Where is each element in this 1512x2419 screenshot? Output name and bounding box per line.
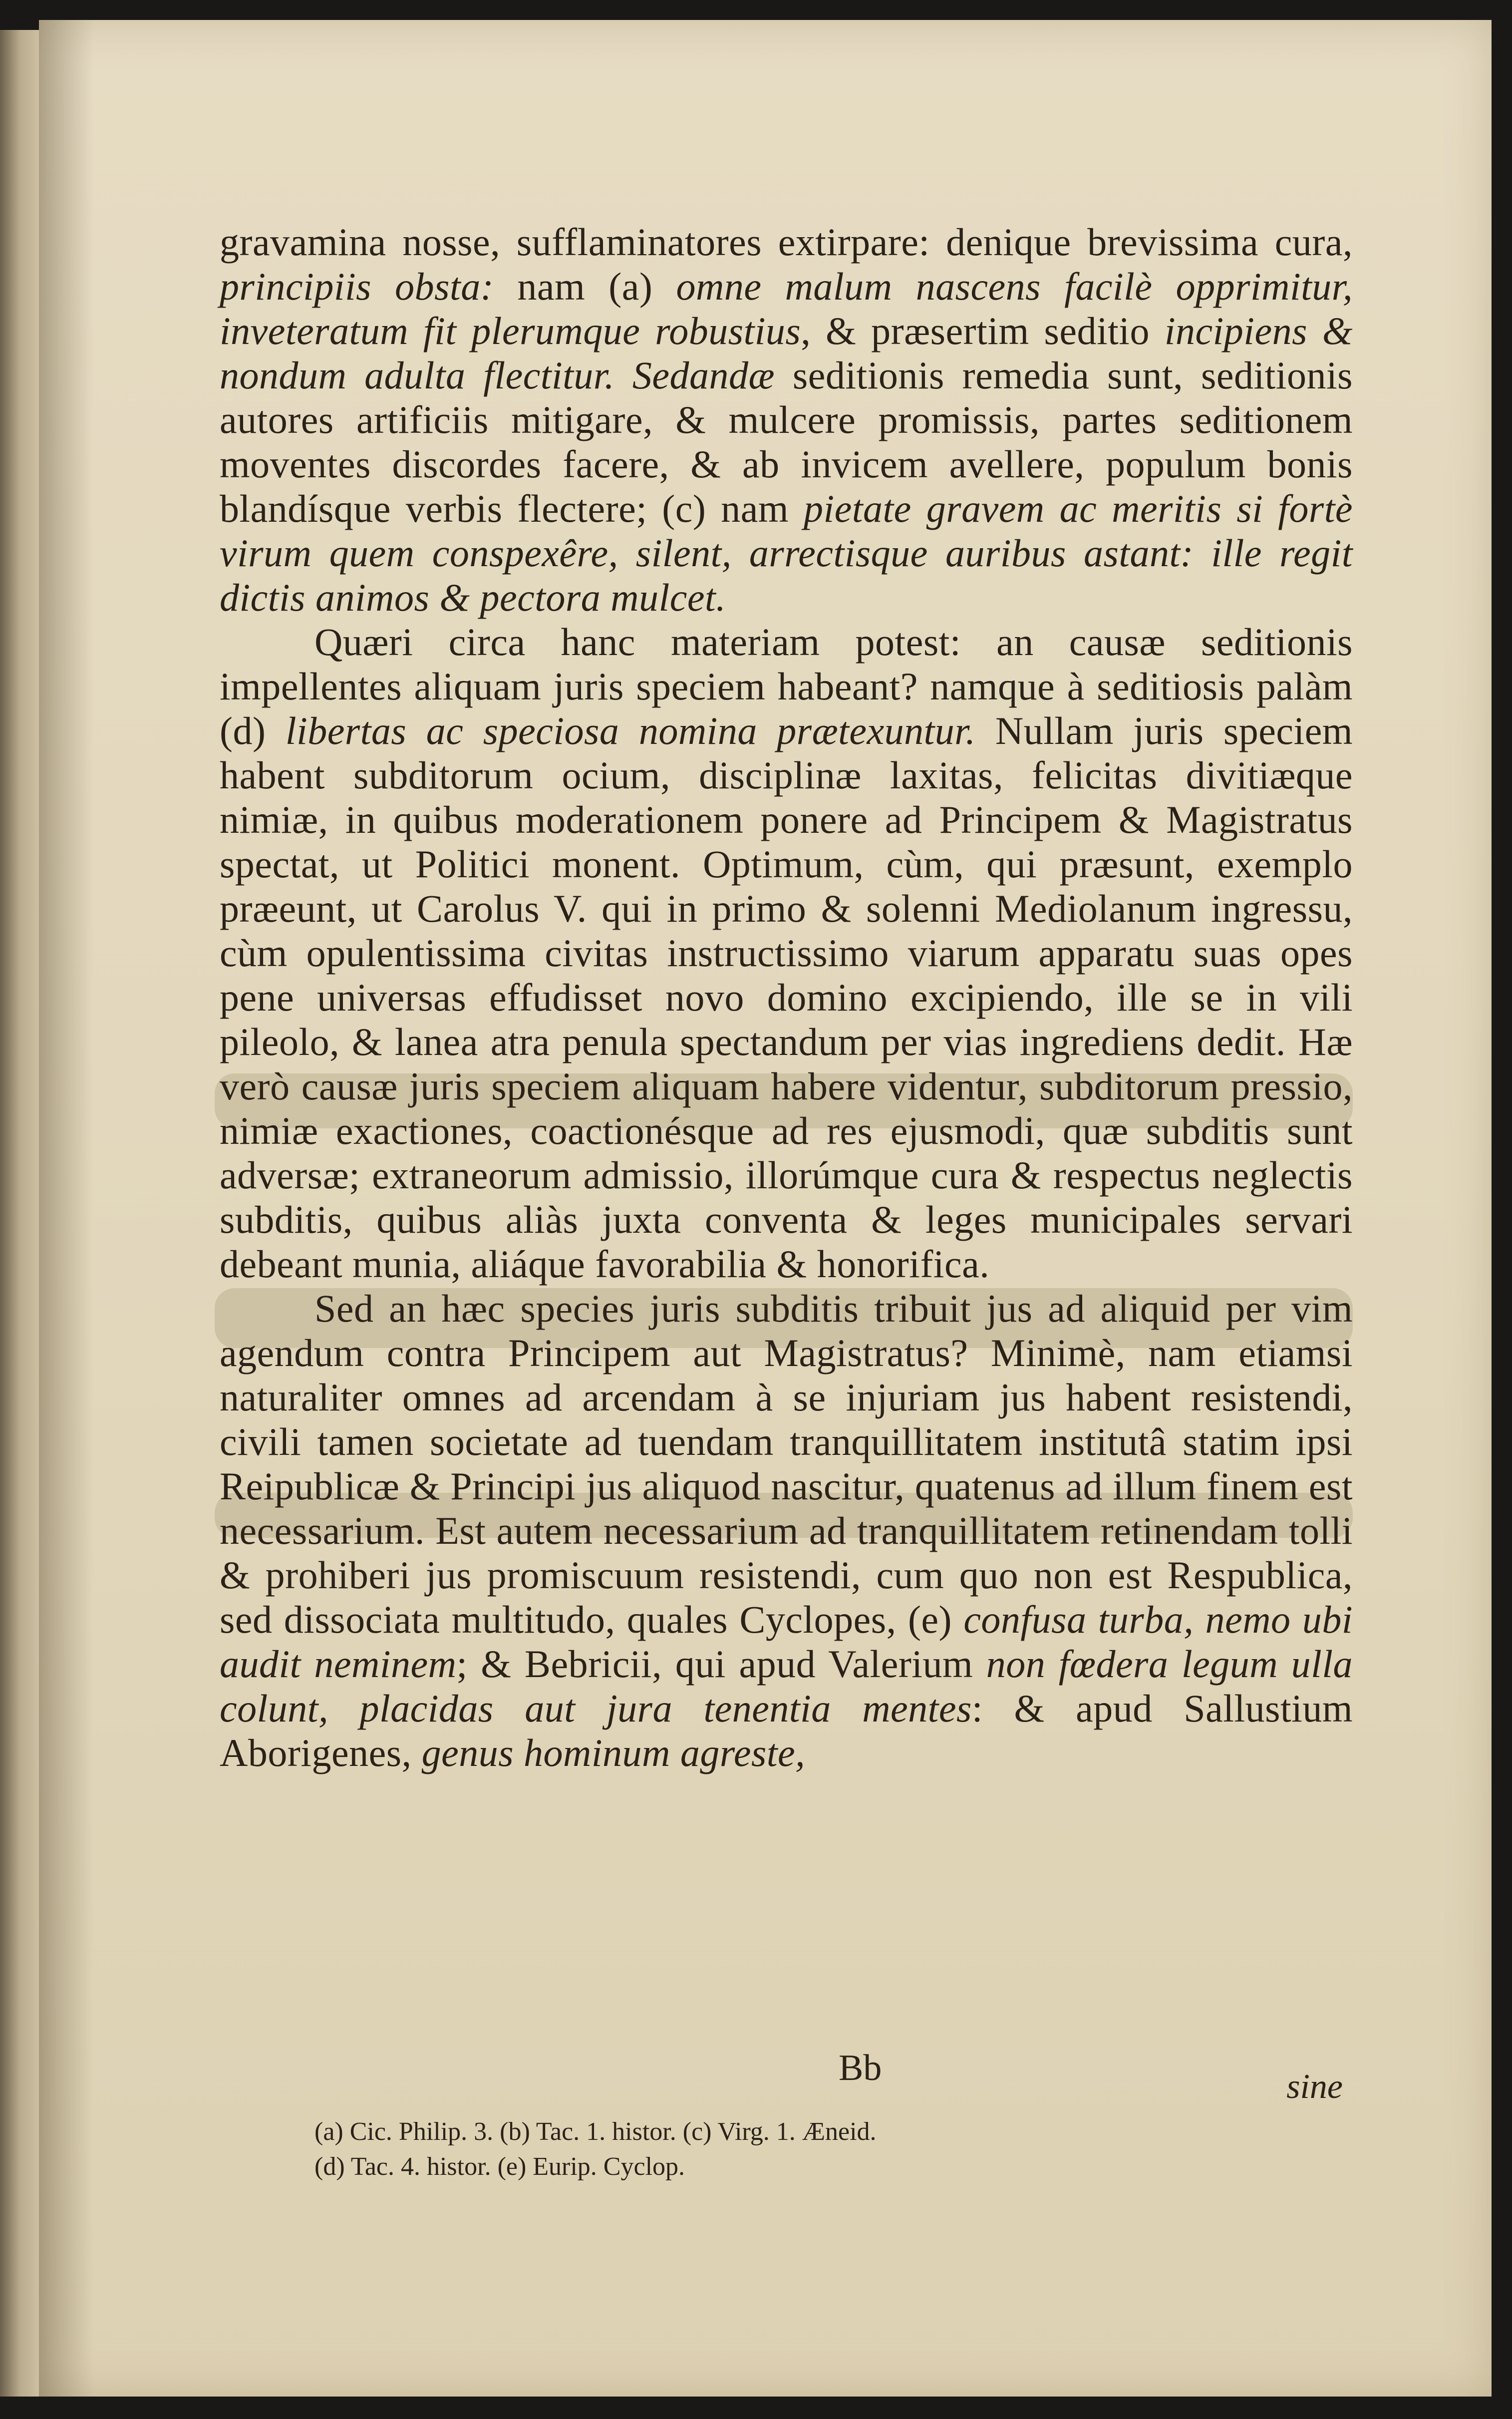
catchword: sine xyxy=(1286,2068,1343,2106)
text-run: seditionis remedia sunt, seditionis autores artificiis mitigare, & mulcere promissis, partes seditionem moventes discordes facere, & ab invicem avellere, populum bonis blandísque verbis flectere; (c) nam xyxy=(220,353,1353,530)
text-run: gravamina nosse, sufflaminatores extirpare: denique brevissima cura, xyxy=(220,220,1353,264)
text-run: : & apud Sallustium Aborigenes, xyxy=(220,1687,1353,1774)
text-run: nam (a) xyxy=(494,265,676,308)
italic-run: incipiens & nondum adulta flectitur. Sedandæ xyxy=(220,309,1353,397)
italic-run: pietate gravem ac meritis si fortè virum quem conspexêre, silent, arrectisque auribus astant: ille regit dictis animos & pectora mulcet. xyxy=(220,487,1353,619)
text-run: ; & Bebricii, qui apud Valerium xyxy=(456,1642,986,1686)
italic-run: genus hominum agreste, xyxy=(421,1731,806,1774)
italic-run: omne malum nascens facilè opprimitur, inveteratum fit plerumque robustius xyxy=(220,265,1353,352)
main-text xyxy=(220,220,1353,1775)
text-run: Quæri circa hanc materiam potest: an causæ seditionis impellentes aliquam juris speciem habeant? namque à seditiosis palàm (d) xyxy=(220,620,1353,752)
italic-run: principiis obsta: xyxy=(220,265,494,308)
text-run: Sed an hæc species juris subditis tribuit jus ad aliquid per vim agendum contra Principem aut Magistratus? Minimè, nam etiamsi naturaliter omnes ad arcendam à se injuriam jus habent resistendi, civili tamen societate ad tuendam tranquillitatem institutâ statim ipsi Reipublicæ & Principi jus aliquod nascitur, quatenus ad illum finem est necessarium. Est autem necessarium ad tranquillitatem retinendam tolli & prohiberi jus promiscuum resistendi, cum quo non est Respublica, sed dissociata multitudo, quales Cyclopes, (e) xyxy=(220,1287,1353,1641)
paragraph xyxy=(220,220,1353,620)
signature-mark: Bb xyxy=(839,2048,882,2088)
footnotes xyxy=(314,2114,1063,2184)
page-foot xyxy=(220,2047,1353,2107)
paragraph xyxy=(220,620,1353,1286)
gutter-shadow xyxy=(39,20,94,2397)
italic-run: confusa turba, nemo ubi audit neminem xyxy=(220,1598,1353,1686)
text-run: Nullam juris speciem habent subditorum ocium, disciplinæ laxitas, felicitas divitiæque nimiæ, in quibus moderationem ponere ad Principem & Magistratus spectat, ut Politici monent. Optimum, cùm, qui præsunt, exemplo præeunt, ut Carolus V. qui in primo & solenni Mediolanum ingressu, cùm opulentissima civitas instructissimo viarum apparatu suas opes pene universas effudisset novo domino excipiendo, ille se in vili pileolo, & lanea atra penula spectandum per vias ingrediens dedit. Hæ verò causæ juris speciem aliquam habere videntur, subditorum pressio, nimiæ exactiones, coactionésque ad res ejusmodi, quæ subditis sunt adversæ; extraneorum admissio, illorúmque cura & respectus neglectis subditis, quibus aliàs juxta conventa & leges municipales servari debeant munia, aliáque favorabilia & honorifica. xyxy=(220,709,1353,1286)
italic-run: libertas ac speciosa nomina prætexuntur. xyxy=(285,709,976,752)
text-run: , & præsertim seditio xyxy=(801,309,1165,352)
footnote-line: (d) Tac. 4. histor. (e) Eurip. Cyclop. xyxy=(314,2152,685,2181)
paragraph xyxy=(220,1286,1353,1775)
footnote-line: (a) Cic. Philip. 3. (b) Tac. 1. histor. (c) Virg. 1. Æneid. xyxy=(314,2117,877,2146)
italic-run: non fœdera legum ulla colunt, placidas aut jura tenentia mentes xyxy=(220,1642,1353,1730)
